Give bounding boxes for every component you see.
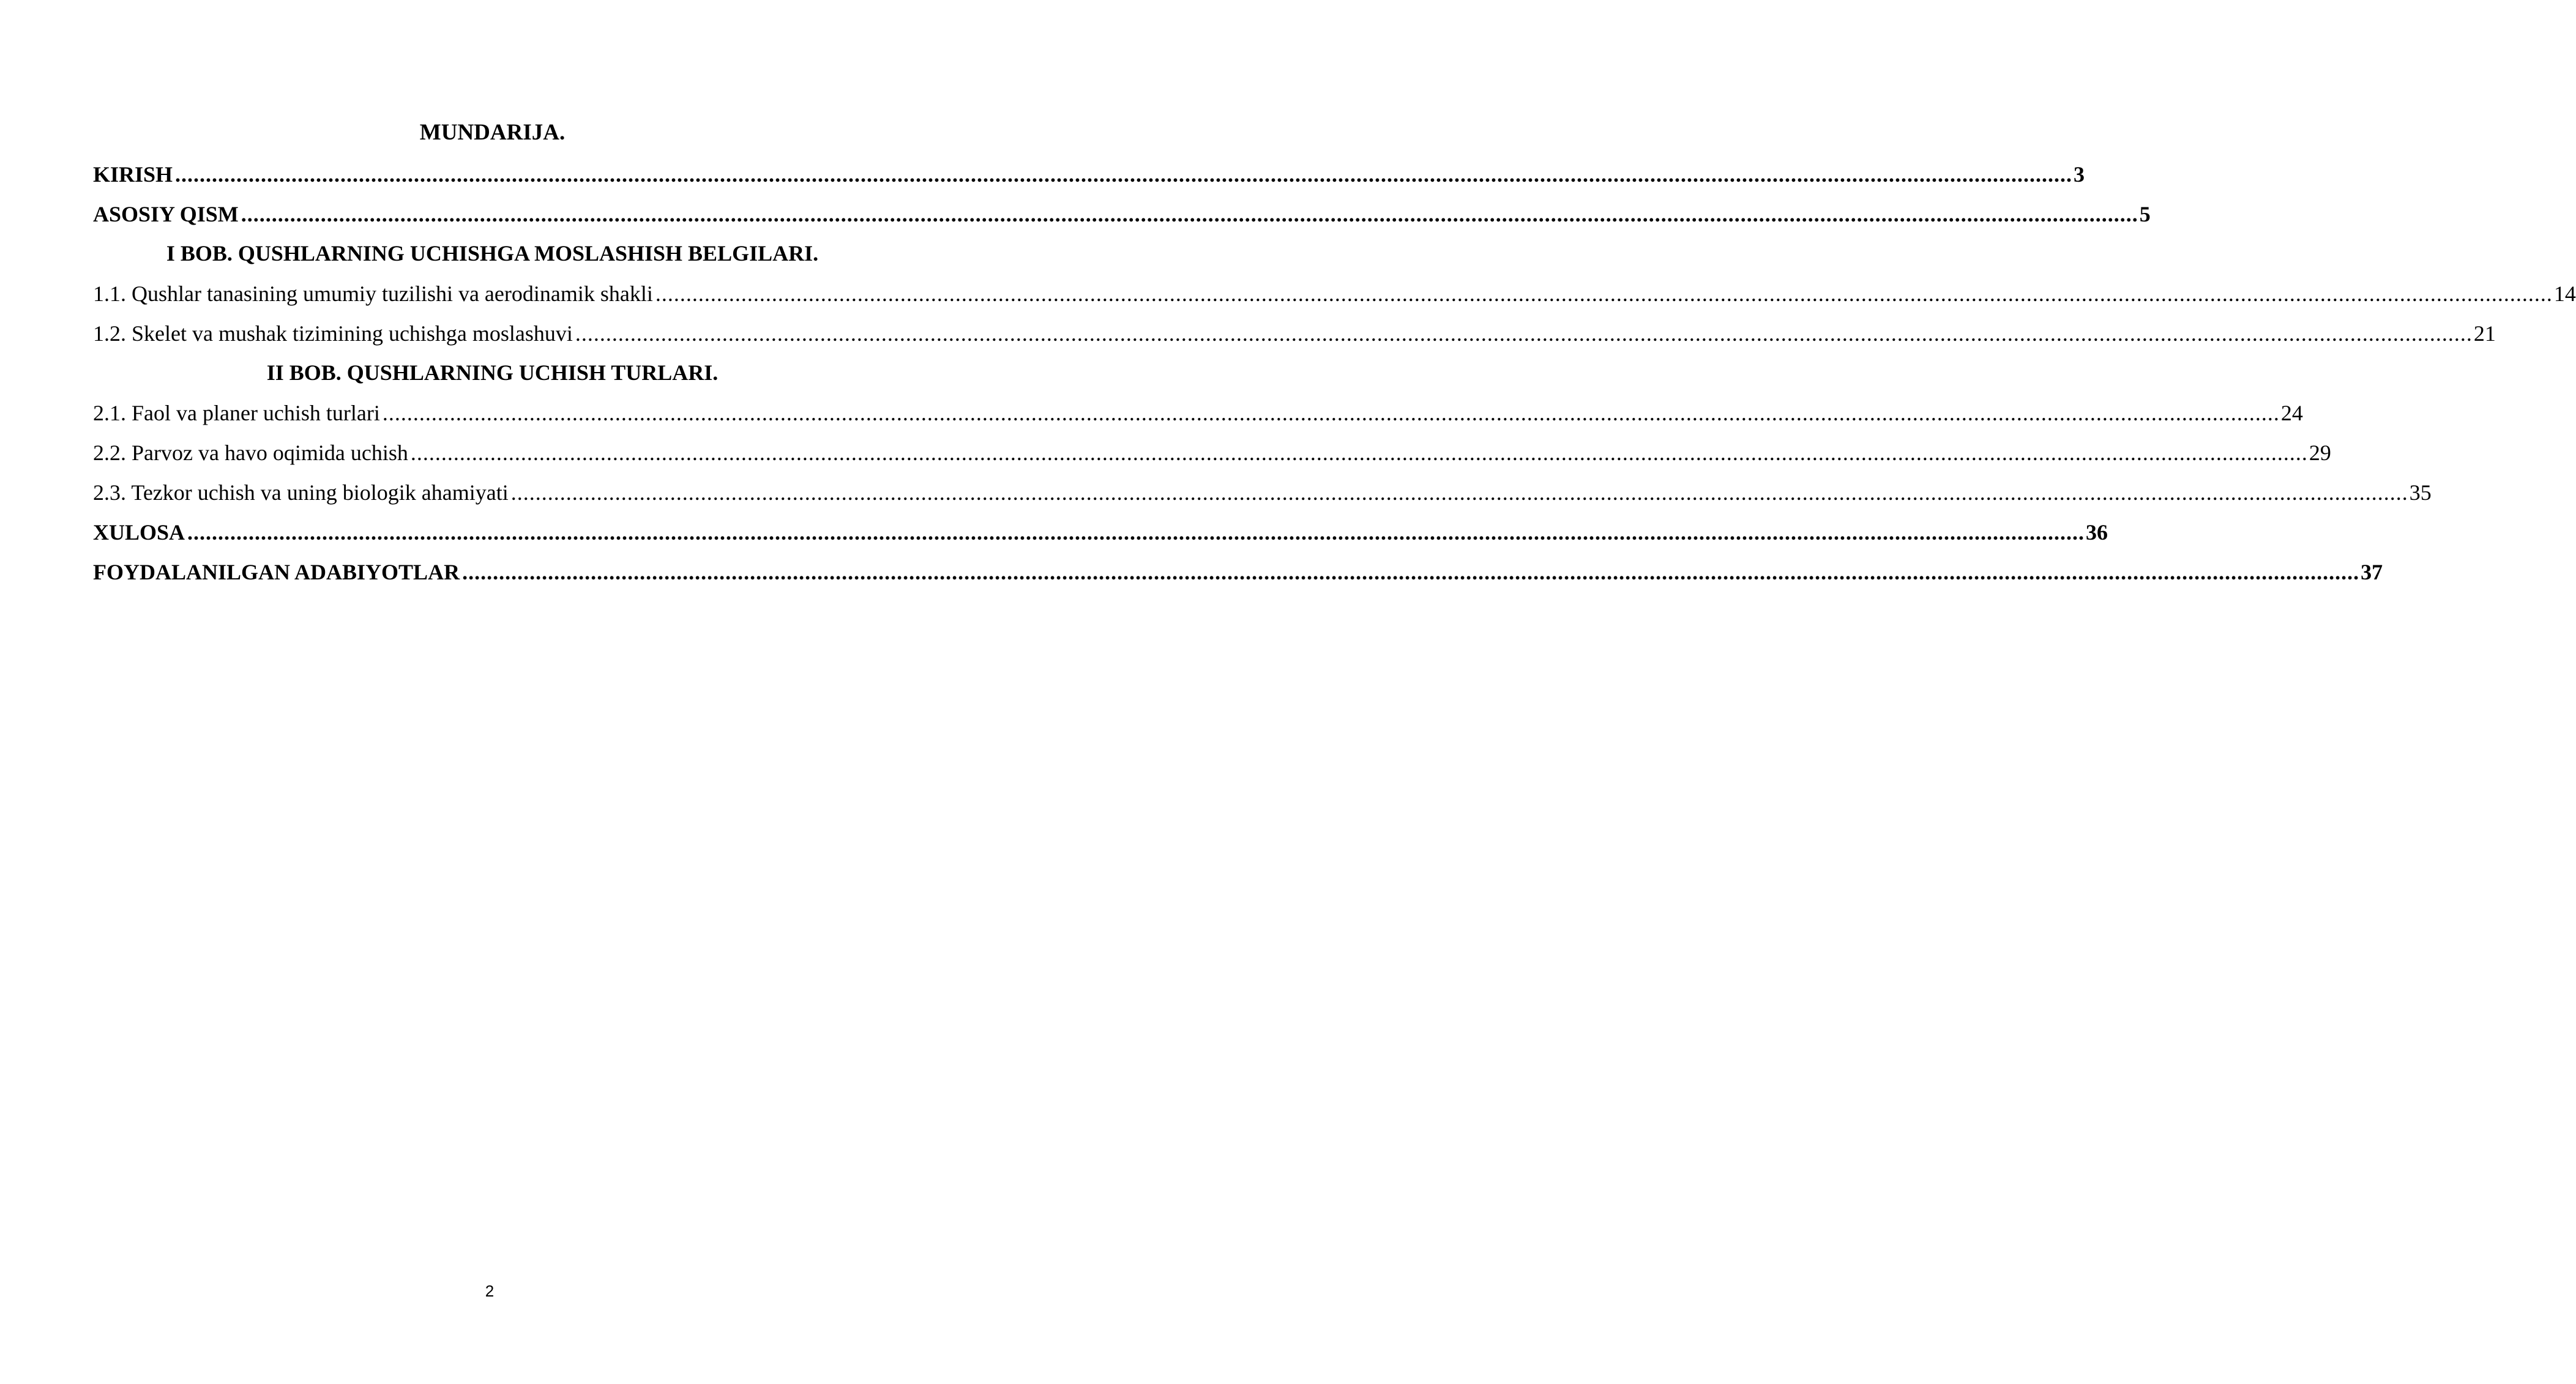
table-of-contents (93, 116, 2576, 592)
toc-entry-asosiy-qism[interactable] (93, 194, 2151, 234)
toc-entry-foydalanilgan-adabiyotlar[interactable] (93, 552, 2383, 592)
toc-leader-dots: ...................................................................................................................................................................................................................................................................................................................... (187, 519, 2085, 545)
toc-entry-label: ASOSIY QISM (93, 201, 239, 226)
toc-entry-page: 24 (2280, 400, 2303, 425)
toc-entry-page: 5 (2139, 201, 2151, 226)
toc-entry-label: FOYDALANILGAN ADABIYOTLAR (93, 559, 460, 584)
toc-leader-dots: ...................................................................................................................................................................................................................................................................................................................... (382, 400, 2280, 425)
toc-leader-dots: ...................................................................................................................................................................................................................................................................................................................... (410, 440, 2308, 465)
toc-entry-page: 3 (2074, 162, 2085, 187)
toc-entry-label: 2.3. Tezkor uchish va uning biologik ahamiyati (93, 480, 509, 505)
toc-title: MUNDARIJA. (419, 120, 566, 145)
toc-entry-2-2[interactable] (93, 433, 2331, 472)
toc-entry-1-2[interactable] (93, 313, 2496, 353)
toc-entry-label: 1.2. Skelet va mushak tizimining uchishga moslashuvi (93, 321, 573, 346)
toc-chapter-1-heading: I BOB. QUSHLARNING UCHISHGA MOSLASHISH BELGILARI. (166, 241, 819, 266)
toc-entry-kirish[interactable] (93, 154, 2085, 194)
toc-entry-label: 2.1. Faol va planer uchish turlari (93, 400, 380, 425)
toc-entry-2-3[interactable] (93, 472, 2432, 512)
toc-entry-2-1[interactable] (93, 393, 2303, 433)
toc-leader-dots: ...................................................................................................................................................................................................................................................................................................................... (175, 162, 2073, 187)
page-number: 2 (485, 1282, 495, 1300)
toc-leader-dots: ...................................................................................................................................................................................................................................................................................................................... (462, 559, 2360, 584)
toc-leader-dots: ...................................................................................................................................................................................................................................................................................................................... (241, 201, 2138, 226)
toc-leader-dots: ...................................................................................................................................................................................................................................................................................................................... (510, 480, 2408, 505)
toc-leader-dots: ...................................................................................................................................................................................................................................................................................................................... (655, 281, 2553, 306)
toc-chapter-2-heading: II BOB. QUSHLARNING UCHISH TURLARI. (266, 360, 719, 385)
toc-leader-dots: ...................................................................................................................................................................................................................................................................................................................... (575, 321, 2473, 346)
toc-entry-xulosa[interactable] (93, 512, 2108, 552)
toc-entry-page: 36 (2086, 519, 2108, 545)
toc-entry-page: 14 (2553, 281, 2576, 306)
toc-entry-label: XULOSA (93, 519, 185, 545)
toc-entry-page: 37 (2361, 559, 2383, 584)
toc-entry-page: 35 (2409, 480, 2432, 505)
toc-entry-1-1[interactable] (93, 273, 2576, 313)
toc-entry-page: 21 (2473, 321, 2496, 346)
toc-entry-label: 2.2. Parvoz va havo oqimida uchish (93, 440, 408, 465)
toc-entry-label: 1.1. Qushlar tanasining umumiy tuzilishi va aerodinamik shakli (93, 281, 653, 306)
toc-entry-page: 29 (2309, 440, 2331, 465)
toc-entry-label: KIRISH (93, 162, 173, 187)
